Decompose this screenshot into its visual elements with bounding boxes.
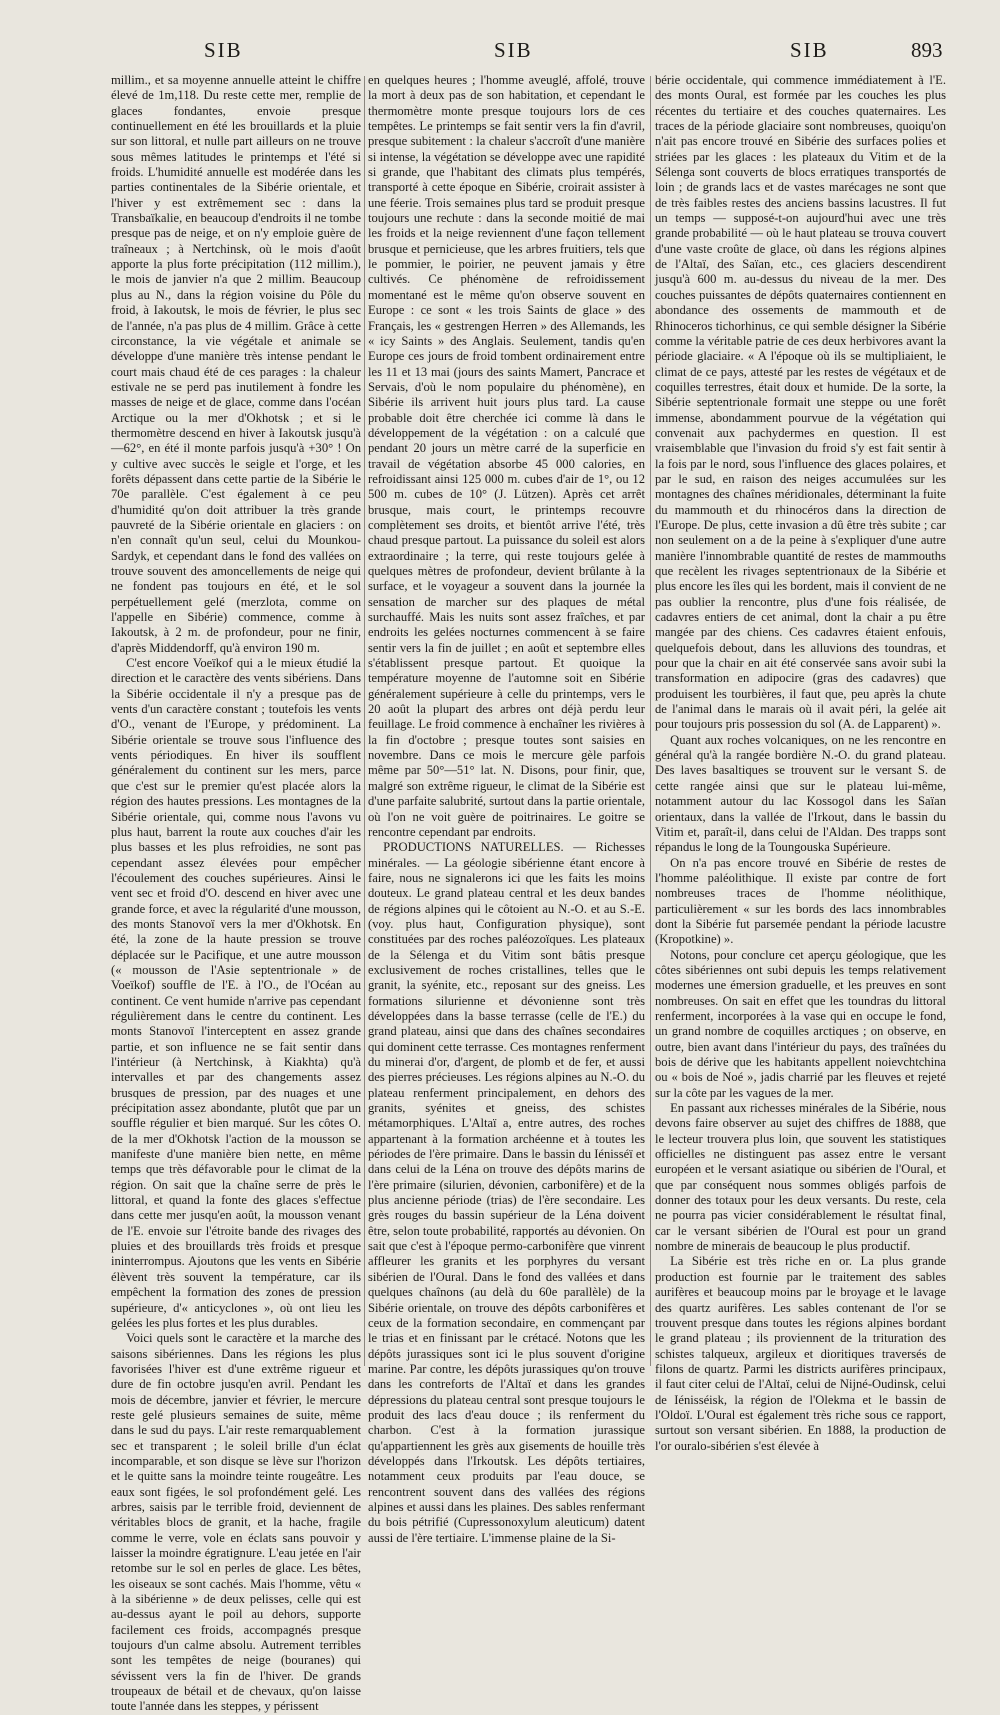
paragraph: C'est encore Voeïkof qui a le mieux étudié la direction et le caractère des vents sibériens. Dans la Sibérie occidentale il n'y a presque pas de vents d'un caractère constant ; toutefois les vents d'O., venant de l'Europe, y prédominent. La Sibérie orientale se trouve sous l'influence des vents périodiques. En hiver ils soufflent généralement du continent sur les mers, parce que c'est sur le premier qu'est placée alors la région des hautes pressions. Les montagnes de la Sibérie orientale, qui, comme nous l'avons vu plus haut, barrent la route aux couches d'air les plus basses et les plus refroidies, ne sont pas cependant assez élevées pour empêcher l'écoulement des couches supérieures. Ainsi le vent sec et froid d'O. descend en hiver avec une grande force, et avec la régularité d'une mousson, des monts Stanovoï vers la mer d'Okhotsk. En été, la zone de la haute pression se trouve déplacée sur le Pacifique, et une autre mousson (« mousson de l'Asie septentrionale » de Voeïkof) souffle de l'E. à l'O., de l'Océan au continent. Ce vent humide n'arrive pas cependant régulièrement dans le centre du continent. Les monts Stanovoï l'interceptent en assez grande partie, et son influence ne se fait sentir dans l'intérieur (à Nertchinsk, à Kiakhta) qu'à intervalles et par des changements assez brusques de pression, par des nuages et une précipitation assez abondante, plutôt que par un souffle régulier et bien marqué. Sur les côtes O. de la mer d'Okhotsk l'action de la mousson se manifeste d'une manière bien nette, en même temps que très défavorable pour le climat de la région. On sait que la chaîne serre de près le littoral, et quand la fonte des glaces s'effectue dans cette mer jusqu'en août, la mousson venant de l'E. envoie sur l'étroite bande des rivages des pluies et des brouillards très froids et presque ininterrompus. Ajoutons que les vents en Sibérie élèvent très souvent la température, car ils empêchent la formation des zones de pression supérieure, d'« anticyclones », où ont lieu les gelées les plus fortes et les plus durables. (111, 656, 361, 1330)
column-middle (368, 73, 645, 1545)
paragraph: PRODUCTIONS NATURELLES. — Richesses minérales. — La géologie sibérienne étant encore à faire, nous ne signalerons ici que les faits les moins douteux. Le grand plateau central et les deux bandes de régions alpines qui le côtoient au N.-O. et au S.-E. (voy. plus haut, Configuration physique), sont constituées par des roches paléozoïques. Les plateaux de la Sélenga et du Vitim sont bâtis presque exclusivement de roches cristallines, telles que le granit, la syénite, etc., reposant sur des gneiss. Les formations silurienne et dévonienne sont très développées dans la basse terrasse (celle de l'E.) du grand plateau, ainsi que dans des chaînes secondaires qui dominent cette terrasse. Ces montagnes renferment du minerai d'or, d'argent, de plomb et de fer, et aussi des pierres précieuses. Les régions alpines au N.-O. du plateau renferment principalement, en dehors des granits, syénites et gneiss, des schistes métamorphiques. L'Altaï a, entre autres, des roches appartenant à la formation archéenne et à toutes les périodes de l'ère primaire. Dans le bassin du Iénisséï et dans celui de la Léna on trouve des dépôts marins de l'ère primaire (silurien, dévonien, carbonifère) et de la plus ancienne période (trias) de l'ère secondaire. Les grès rouges du bassin supérieur de la Léna doivent être, selon toute probabilité, rapportés au dévonien. On sait que c'est à l'époque permo-carbonifère que vinrent affleurer les granits et les porphyres du versant sibérien de l'Oural. Dans le fond des vallées et dans quelques chaînons (au delà du 60e parallèle) de la Sibérie orientale, on trouve des dépôts carbonifères et ceux de la formation secondaire, en commençant par le trias et en finissant par le crétacé. Notons que les dépôts jurassiques sont ici le plus souvent d'origine marine. Par contre, les dépôts jurassiques qu'on trouve dans les contreforts de l'Altaï et dans les grandes dépressions du plateau central sont presque toujours le produit des lacs d'eau douce ; ils renferment du charbon. C'est à la formation jurassique qu'appartiennent les grès aux gisements de houille très développés dans l'Irkoutsk. Les dépôts tertiaires, notamment ceux produits par l'eau douce, se rencontrent souvent dans des vallées des régions alpines et aussi dans les plaines. Des sables renfermant du bois pétrifié (Cupressonoxylum aleuticum) datent aussi de l'ère tertiaire. L'immense plaine de la Si- (368, 840, 645, 1545)
paragraph: Quant aux roches volcaniques, on ne les rencontre en général qu'à la rangée bordière N.-O. du grand plateau. Des laves basaltiques se trouvent sur le versant S. de cette rangée ainsi que sur le plateau lui-même, notamment autour du lac Kossogol dans les Saïan orientaux, dans la vallée de l'Irkout, dans le bassin du Vitim et, paraît-il, dans celui de l'Aldan. Des trapps sont répandus le long de la Toungouska Supérieure. (655, 732, 946, 855)
paragraph: En passant aux richesses minérales de la Sibérie, nous devons faire observer au sujet des chiffres de 1888, que le lecteur trouvera plus loin, que souvent les statistiques officielles ne distinguent pas assez entre le versant européen et le versant asiatique ou sibérien de l'Oural, et que par conséquent nous sommes obligés parfois de donner des totaux pour les deux versants. Du reste, cela ne pourra pas vicier considérablement le résultat final, car le versant sibérien de l'Oural est pour un grand nombre de minerais de beaucoup le plus productif. (655, 1101, 946, 1254)
paragraph: La Sibérie est très riche en or. La plus grande production est fournie par le traitement des sables aurifères et beaucoup moins par le broyage et le lavage des quartz aurifères. Les sables contenant de l'or se trouvent presque dans toutes les régions alpines bordant le grand plateau ; ils proviennent de la trituration des schistes talqueux, argileux et dioritiques traversés de filons de quartz. Parmi les districts aurifères principaux, il faut citer celui de l'Altaï, celui de Nijné-Oudinsk, celui de Iénisséisk, la région de l'Olekma et le bassin de l'Oldoï. L'Oural est également très riche sous ce rapport, surtout son versant sibérien. En 1888, la production de l'or ouralo-sibérien s'est élevée à (655, 1254, 946, 1453)
page-number: 893 (911, 38, 943, 62)
paragraph: On n'a pas encore trouvé en Sibérie de restes de l'homme paléolithique. Il existe par contre de fort nombreuses traces de l'homme néolithique, particulièrement « sur les bords des lacs innombrables dont la Sibérie fut parsemée pendant la période lacustre (Kropotkine) ». (655, 855, 946, 947)
header-word-right: SIB (790, 38, 829, 62)
paragraph: bérie occidentale, qui commence immédiatement à l'E. des monts Oural, est formée par les couches les plus récentes du tertiaire et des couches quaternaires. Les traces de la période glaciaire sont nombreuses, quoiqu'on n'ait pas encore trouvé en Sibérie des surfaces polies et striées par les glaces : les plateaux du Vitim et de la Sélenga sont couverts de blocs erratiques transportés de loin ; de grands lacs et de vastes marécages ne sont que de très faibles restes des anciens bassins lacustres. Il fut un temps — supposé-t-on aujourd'hui avec une très grande probabilité — où le haut plateau se trouva couvert d'une vaste croûte de glace, où dans les régions alpines de l'Altaï, des Saïan, etc., ces glaciers descendirent jusqu'à 600 m. au-dessus du niveau de la mer. Des couches puissantes de dépôts quaternaires contiennent en abondance des ossements de mammouth et de Rhinoceros tichorhinus, ce qui semble désigner la Sibérie comme la véritable patrie de ces deux herbivores avant la période glaciaire. « A l'époque où ils se multipliaient, le climat de ce pays, attesté par les restes de végétaux et de coquilles terrestres, était doux et humide. De la sorte, la Sibérie septentrionale formait une steppe ou une forêt immense, abondamment pourvue de la végétation qui convenait aux pachydermes en question. Il est vraisemblable que l'invasion du froid s'y est fait sentir à la fois par le nord, sous l'influence des glaces polaires, et par le sud, en raison des neiges accumulées sur les montagnes des chaînes méridionales, déterminant la fuite du mammouth et du rhinocéros dans la direction de l'Europe. De plus, cette invasion a dû être très subite ; car non seulement on a de la peine à s'expliquer d'une autre manière l'innombrable quantité de restes de mammouths que recèlent les rivages septentrionaux de la Sibérie et plus encore les îles qui les bordent, mais il convient de ne pas oublier la rencontre, plus d'une fois réalisée, de cadavres entiers de cet animal, dont la chair a pu être mangée par des chiens. Ces cadavres étaient enfouis, quelquefois debout, dans les alluvions des toundras, et pour que la chair en ait été conservée sans avoir subi la transformation en adipocire (gras des cadavres) que produisent les tourbières, il faut que, peu après la chute de l'animal dans le marais où il avait péri, la gelée ait pour toujours pris possession du sol (A. de Lapparent) ». (655, 73, 946, 732)
header-word-left: SIB (204, 38, 243, 62)
running-header (0, 38, 1000, 68)
paragraph: Notons, pour conclure cet aperçu géologique, que les côtes sibériennes ont subi depuis les temps relativement modernes une émersion graduelle, et les preuves en sont nombreuses. On sait en effet que les toundras du littoral renferment, incorporées à la vase qui en occupe le fond, un grand nombre de coquilles arctiques ; on observe, en outre, bien avant dans l'intérieur du pays, des traînées du bois de dérive que les habitants appellent noievchtchina ou « bois de Noé », jadis charrié par les fleuves et rejeté sur la côte par les vagues de la mer. (655, 947, 946, 1100)
paragraph: Voici quels sont le caractère et la marche des saisons sibériennes. Dans les régions les plus favorisées l'hiver est d'une extrême rigueur et dure de fin octobre jusqu'en avril. Pendant les mois de décembre, janvier et février, le mercure reste gelé plusieurs semaines de suite, même dans le sud du pays. L'air reste remarquablement sec et transparent ; le soleil brille d'un éclat incomparable, et son disque se lève sur l'horizon et le quitte sans la moindre teinte rougeâtre. Les eaux sont figées, le sol profondément gelé. Les arbres, saisis par le terrible froid, deviennent de véritables blocs de granit, et la hache, fragile comme le verre, vole en éclats sans pouvoir y laisser la moindre égratignure. L'eau jetée en l'air retombe sur le sol en perles de glace. Les bêtes, les oiseaux se sont cachés. Mais l'homme, vêtu « à la sibérienne » de deux pelisses, celle qui est au-dessus ayant le poil au dehors, supporte facilement ces froids, accompagnés presque toujours d'un calme absolu. Autrement terribles sont les tempêtes de neige (bouranes) qui sévissent vers la fin de l'hiver. De grands troupeaux de bétail et de chevaux, qu'on laisse toute l'année dans les steppes, y périssent (111, 1331, 361, 1714)
paragraph: millim., et sa moyenne annuelle atteint le chiffre élevé de 1m,118. Du reste cette mer, remplie de glaces fondantes, envoie presque continuellement en été les brouillards et la pluie sur son littoral, et nulle part ailleurs on ne trouve sous mêmes latitudes le printemps et l'été si froids. L'humidité annuelle est modérée dans les parties continentales de la Sibérie orientale, et l'hiver y est extrêmement sec : dans la Transbaïkalie, en beaucoup d'endroits il ne tombe presque pas de neige, et on n'y emploie guère de traîneaux ; à Nertchinsk, où le mois d'août apporte la plus forte précipitation (112 millim.), le mois de janvier n'a que 2 millim. Beaucoup plus au N., dans la région voisine du Pôle du froid, à Iakoutsk, le mois de février, le plus sec de l'année, n'a pas plus de 4 millim. Grâce à cette circonstance, la vie végétale et animale se développe d'une manière très intense pendant le court mais chaud été de ces parages : la chaleur estivale ne se perd pas inutilement à fondre les masses de neige et de glace, comme dans l'océan Arctique ou la mer d'Okhotsk ; et si le thermomètre descend en hiver à Iakoutsk jusqu'à —62°, en été il monte parfois jusqu'à +30° ! On y cultive avec succès le seigle et l'orge, et les forêts dépassent dans cette partie de la Sibérie le 70e parallèle. C'est également à ce peu d'humidité qu'on doit attribuer la très grande pauvreté de la Sibérie orientale en glaciers : on n'en connaît qu'un seul, celui du Mounkou-Sardyk, et cependant dans le fond des vallées on trouve souvent des amoncellements de neige qui ne fondent pas toujours en été, et le sol perpétuellement gelé (merzlota, comme on l'appelle en Sibérie) commence, comme à Iakoutsk, à 2 m. de profondeur, pour ne finir, d'après Middendorff, qu'à environ 190 m. (111, 73, 361, 655)
header-word-center: SIB (494, 38, 533, 62)
column-right (655, 73, 946, 1453)
column-left (111, 73, 361, 1714)
column-divider (650, 76, 651, 1366)
paragraph: en quelques heures ; l'homme aveuglé, affolé, trouve la mort à deux pas de son habitation, et cependant le thermomètre monte presque toujours lors de ces tempêtes. Le printemps se fait sentir vers la fin d'avril, presque subitement : la chaleur s'accroît d'une manière si intense, la végétation se développe avec une rapidité si grande, que l'habitant des climats plus tempérés, transporté à cette époque en Sibérie, croirait assister à une féerie. Trois semaines plus tard se produit presque toujours une rechute : dans la seconde moitié de mai les froids et la neige reviennent d'une façon tellement brusque et pernicieuse, que les arbres fruitiers, tels que le pommier, le poirier, ne peuvent jamais y être cultivés. Ce phénomène de refroidissement momentané est le même qu'on observe souvent en Europe : ce sont « les trois Saints de glace » des Français, les « gestrengen Herren » des Allemands, les « icy Saints » des Anglais. Seulement, tandis qu'en Europe ces jours de froid tombent ordinairement entre les 11 et 13 mai (jours des saints Mamert, Pancrace et Servais, d'où le nom populaire du phénomène), en Sibérie ils arrivent huit jours plus tard. La cause probable doit être cherchée ici comme là dans le développement de la végétation : on a calculé que pendant 20 jours un mètre carré de la superficie en travail de végétation absorbe 45 000 calories, en refroidissant ainsi 125 000 m. cubes d'air de 1°, ou 12 500 m. cubes de 10° (J. Lützen). Après cet arrêt brusque, mais court, le printemps recouvre complètement ses droits, et bientôt arrive l'été, très chaud presque partout. La puissance du soleil est alors extraordinaire ; la terre, qui reste toujours gelée à quelques mètres de profondeur, devient brûlante à la surface, et le voyageur a souvent dans la journée la sensation de marcher sur des plaques de métal surchauffé. Mais les nuits sont assez fraîches, et par endroits les gelées nocturnes commencent à se faire sentir vers la fin de juillet ; en août et septembre elles s'établissent presque partout. Et quoique la température moyenne de l'automne soit en Sibérie généralement supérieure à celle du printemps, vers le 20 août la plupart des arbres ont déjà perdu leur feuillage. Le froid commence à enchaîner les rivières à la fin d'octobre ; presque toutes sont saisies en novembre. Dans ce mois le mercure gèle parfois même par 50°—51° lat. N. Disons, pour finir, que, malgré son extrême rigueur, le climat de la Sibérie est d'une parfaite salubrité, surtout dans la partie orientale, où l'on ne voit guère de poitrinaires. Le goitre se rencontre cependant par endroits. (368, 73, 645, 839)
column-divider (364, 76, 365, 1366)
